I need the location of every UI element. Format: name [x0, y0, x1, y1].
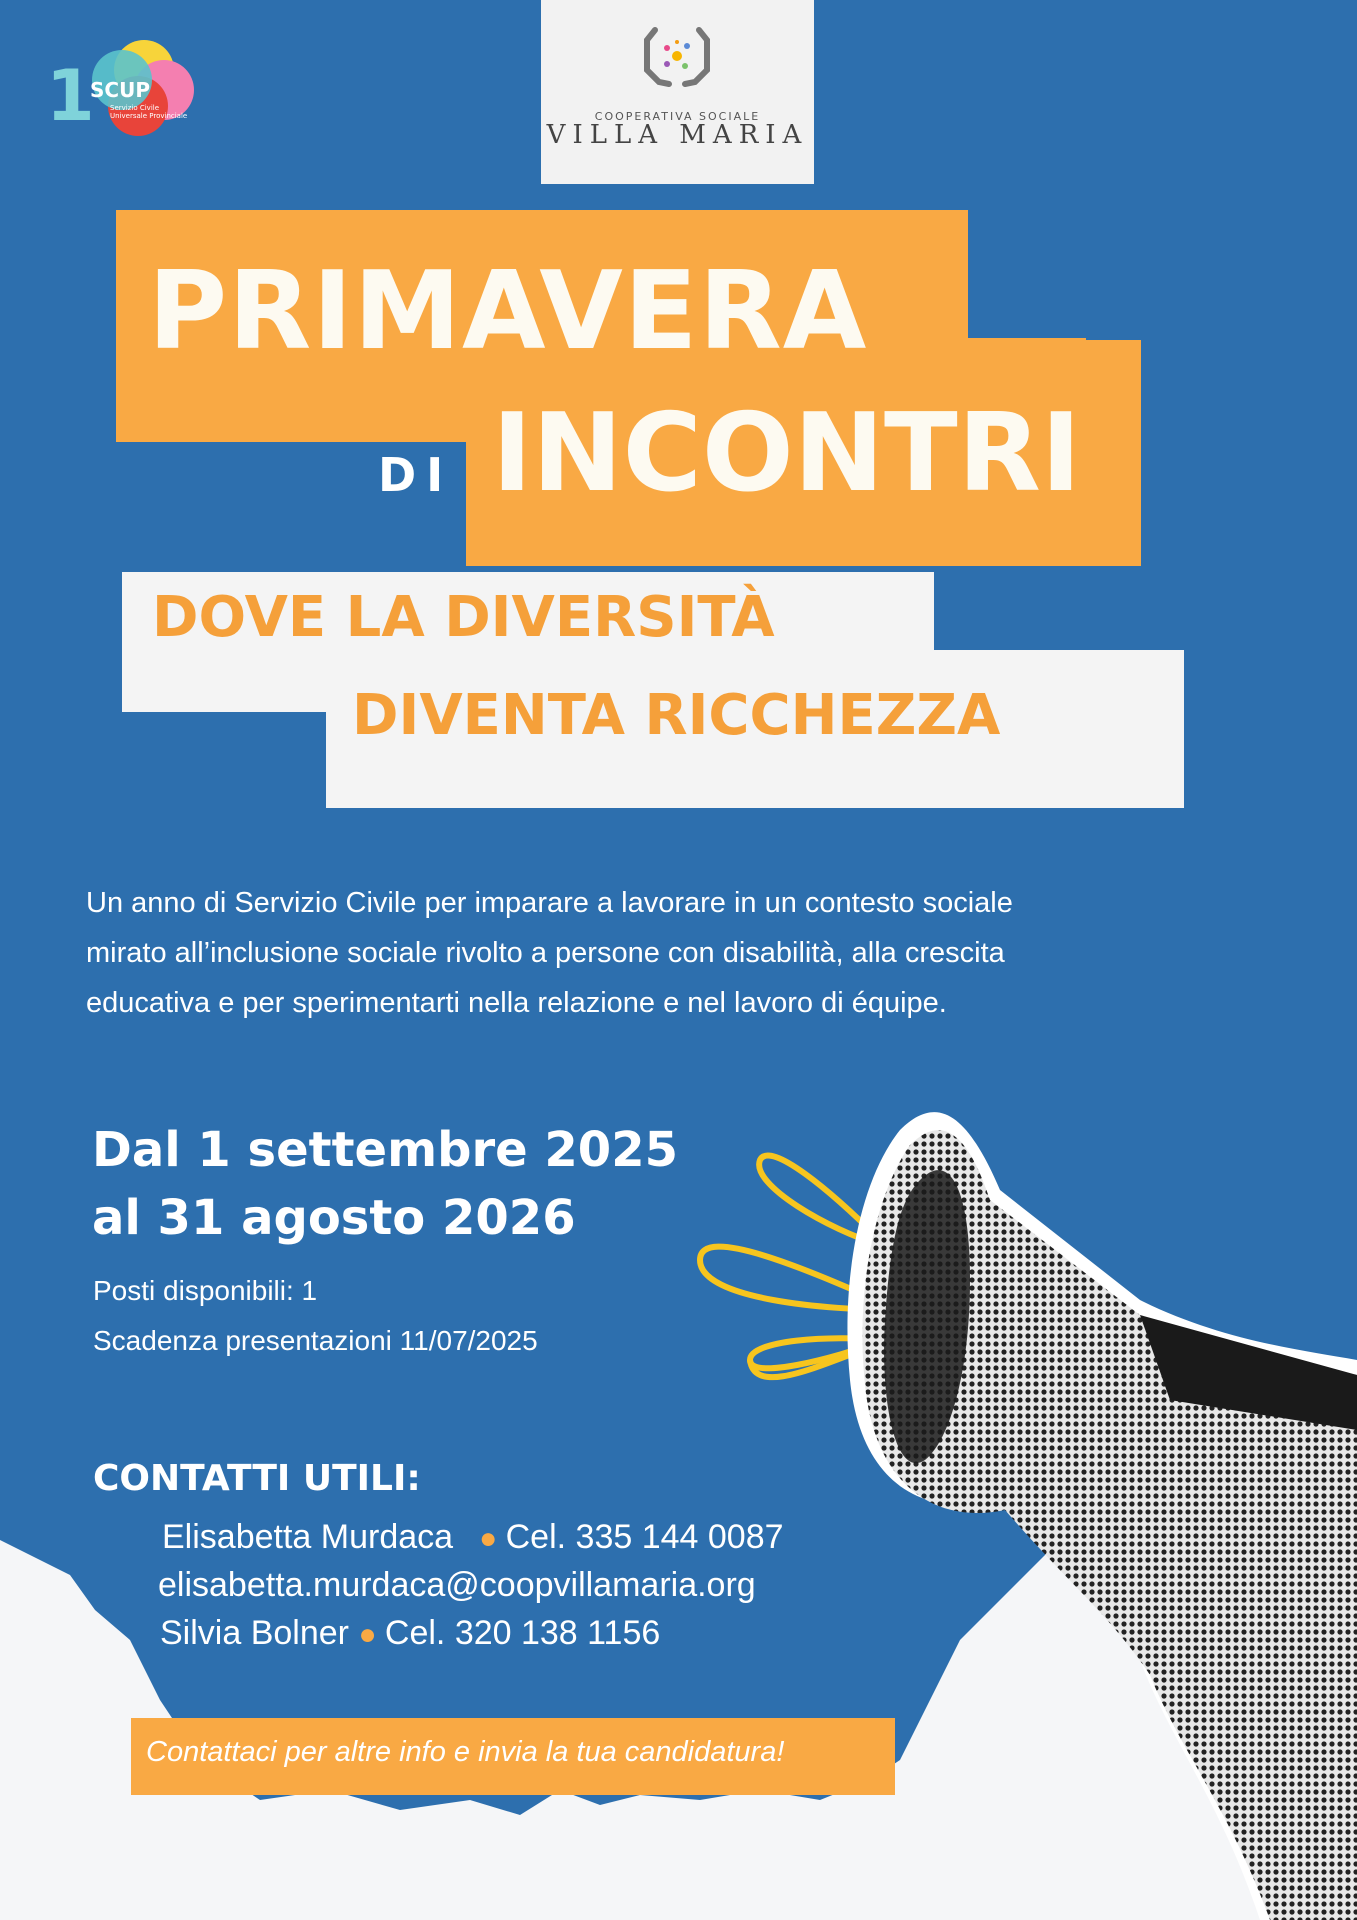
- title-di: DI: [378, 448, 454, 502]
- scup-name: SCUP: [90, 78, 150, 102]
- contact-phone[interactable]: Cel. 335 144 0087: [505, 1518, 784, 1556]
- villa-maria-logo: [541, 0, 814, 184]
- subtitle-line-1: DOVE LA DIVERSITÀ: [152, 585, 775, 650]
- subtitle-line-2: DIVENTA RICCHEZZA: [352, 683, 1001, 748]
- coop-name: VILLA MARIA: [546, 120, 809, 150]
- villa-maria-logo-icon: [641, 24, 713, 98]
- megaphone-illustration: [840, 1100, 1357, 1920]
- available-positions: Posti disponibili: 1: [93, 1275, 318, 1306]
- title-line-1: PRIMAVERA: [148, 249, 868, 374]
- bullet-icon: ●: [358, 1618, 385, 1651]
- contact-name: Silvia Bolner: [160, 1614, 349, 1652]
- contacts-heading: CONTATTI UTILI:: [93, 1458, 421, 1499]
- contact-person-1: [162, 1518, 784, 1557]
- application-deadline: Scadenza presentazioni 11/07/2025: [93, 1325, 538, 1356]
- contact-phone[interactable]: Cel. 320 138 1156: [384, 1614, 661, 1652]
- description: [86, 878, 1286, 1028]
- description-line: educativa e per sperimentarti nella relazione e nel lavoro di équipe.: [86, 987, 947, 1019]
- description-line: mirato all’inclusione sociale rivolto a persone con disabilità, alla crescita: [86, 937, 1005, 969]
- period-end: al 31 agosto 2026: [92, 1190, 576, 1246]
- coop-small-label: COOPERATIVA SOCIALE: [594, 110, 761, 123]
- title-line-2: INCONTRI: [492, 391, 1082, 516]
- contact-email[interactable]: elisabetta.murdaca@coopvillamaria.org: [158, 1566, 756, 1604]
- svg-text:1: 1: [46, 55, 95, 137]
- bullet-icon: ●: [462, 1522, 506, 1555]
- period-start: Dal 1 settembre 2025: [92, 1122, 678, 1178]
- cta-text: Contattaci per altre info e invia la tua candidatura!: [146, 1736, 785, 1768]
- description-line: Un anno di Servizio Civile per imparare a lavorare in un contesto sociale: [86, 887, 1013, 919]
- scup-subtitle: Servizio Civile Universale Provinciale: [110, 104, 188, 120]
- contact-person-2: [160, 1614, 660, 1653]
- contact-name: Elisabetta Murdaca: [162, 1518, 454, 1556]
